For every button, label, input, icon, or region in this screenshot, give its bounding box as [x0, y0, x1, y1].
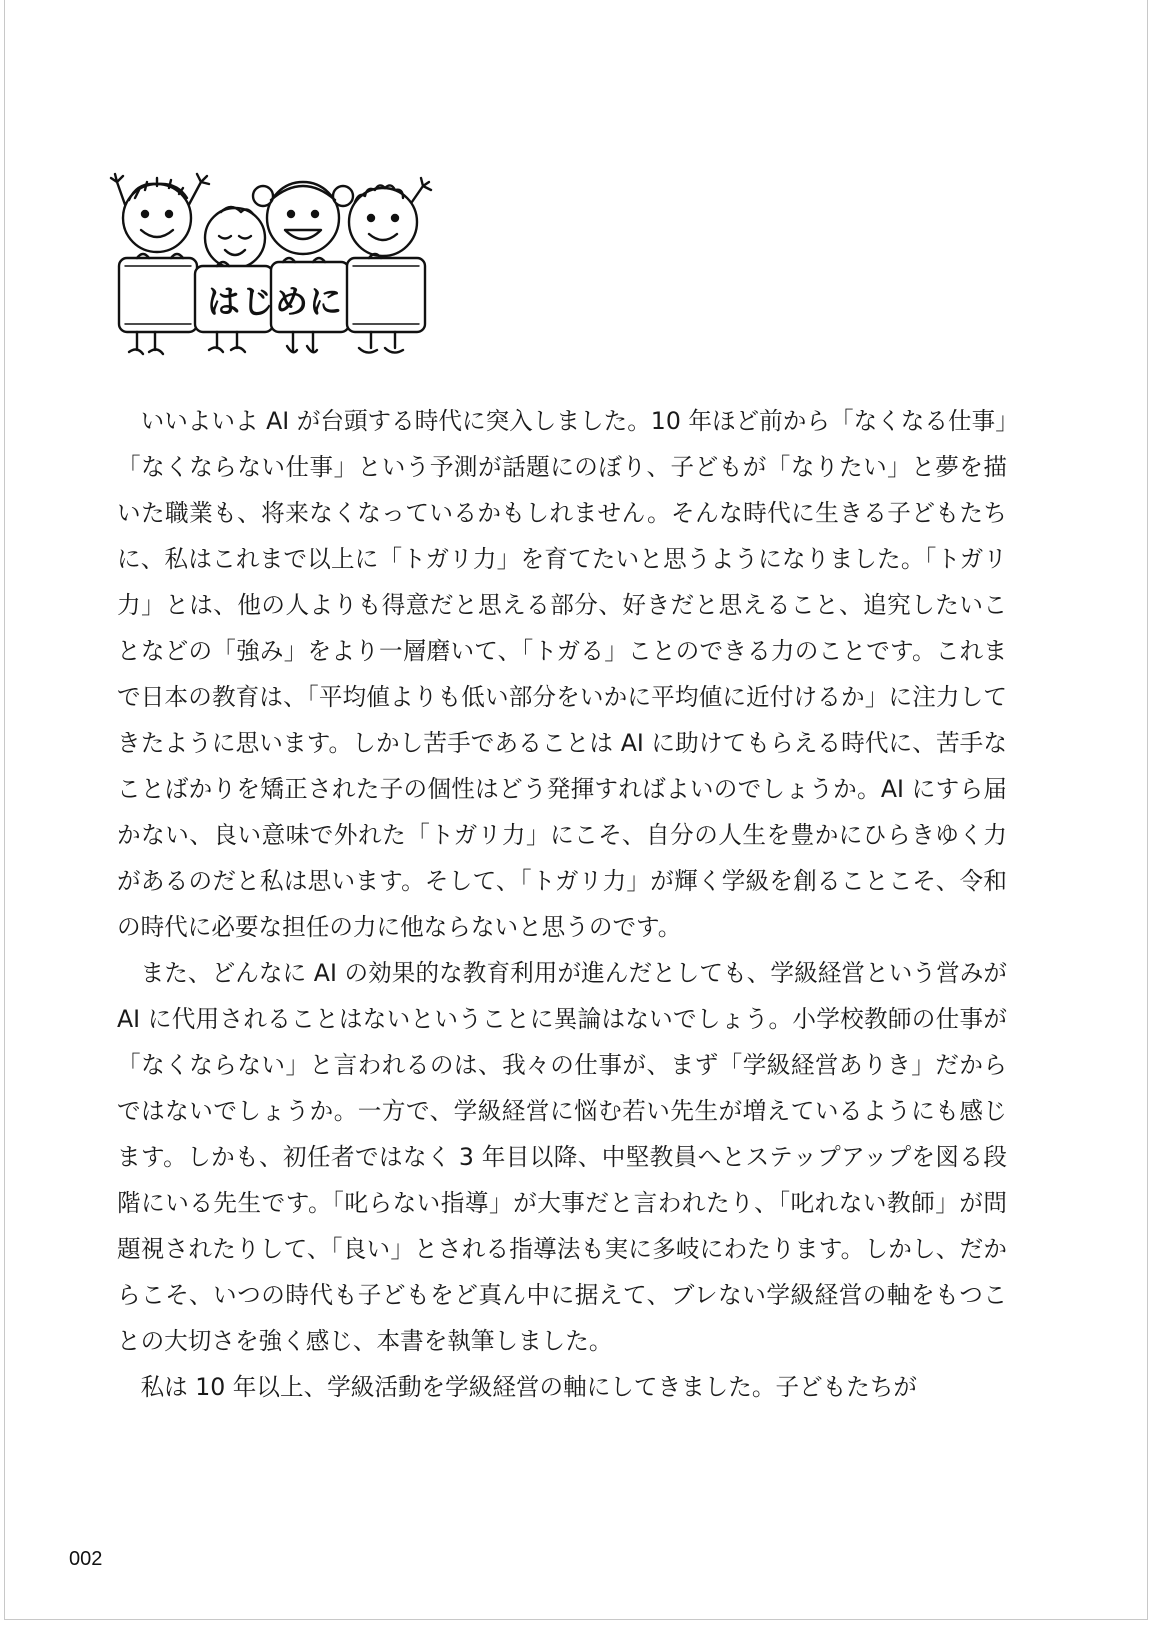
paragraph-1: いいよいよ AI が台頭する時代に突入しました。10 年ほど前から「なくなる仕事」「なくならない仕事」という予測が話題にのぼり、子どもが「なりたい」と夢を描いた職業も、将来なくなっているかもしれません。そんな時代に生きる子どもたちに、私はこれまで以上に「トガリ力」を育てたいと思うようになりました。「トガリ力」とは、他の人よりも得意だと思える部分、好きだと思えること、追究したいことなどの「強み」をより一層磨いて、「トガる」ことのできる力のことです。これまで日本の教育は、「平均値よりも低い部分をいかに平均値に近付けるか」に注力してきたように思います。しかし苦手であることは AI に助けてもらえる時代に、苦手なことばかりを矯正された子の個性はどう発揮すればよいのでしょうか。AI にすら届かない、良い意味で外れた「トガリ力」にこそ、自分の人生を豊かにひらきゆく力があるのだと私は思います。そして、「トガリ力」が輝く学級を創ることこそ、令和の時代に必要な担任の力に他ならないと思うのです。 — [117, 407, 1007, 941]
child-face-3 — [267, 182, 339, 254]
child-face-4 — [349, 188, 417, 256]
book-page — [4, 0, 1148, 1620]
paragraph-2: また、どんなに AI の効果的な教育利用が進んだとしても、学級経営という営みが AI に代用されることはないということに異論はないでしょう。小学校教師の仕事が「なくならない」と言われるのは、我々の仕事が、まず「学級経営ありき」だからではないでしょうか。一方で、学級経営に悩む若い先生が増えているようにも感じます。しかも、初任者ではなく 3 年目以降、中堅教員へとステップアップを図る段階にいる先生です。「叱らない指導」が大事だと言われたり、「叱れない教師」が問題視されたりして、「良い」とされる指導法も実に多岐にわたります。しかし、だからこそ、いつの時代も子どもをど真ん中に据えて、ブレない学級経営の軸をもつことの大切さを強く感じ、本書を執筆しました。 — [117, 959, 1007, 1355]
section-heading: はじめに — [207, 282, 343, 321]
page-number: 002 — [69, 1548, 103, 1570]
children-holding-sign-illustration — [107, 172, 447, 372]
paragraph-3: 私は 10 年以上、学級活動を学級経営の軸にしてきました。子どもたちが — [140, 1373, 918, 1401]
child-face-2 — [205, 208, 265, 268]
body-text — [117, 398, 1007, 1410]
